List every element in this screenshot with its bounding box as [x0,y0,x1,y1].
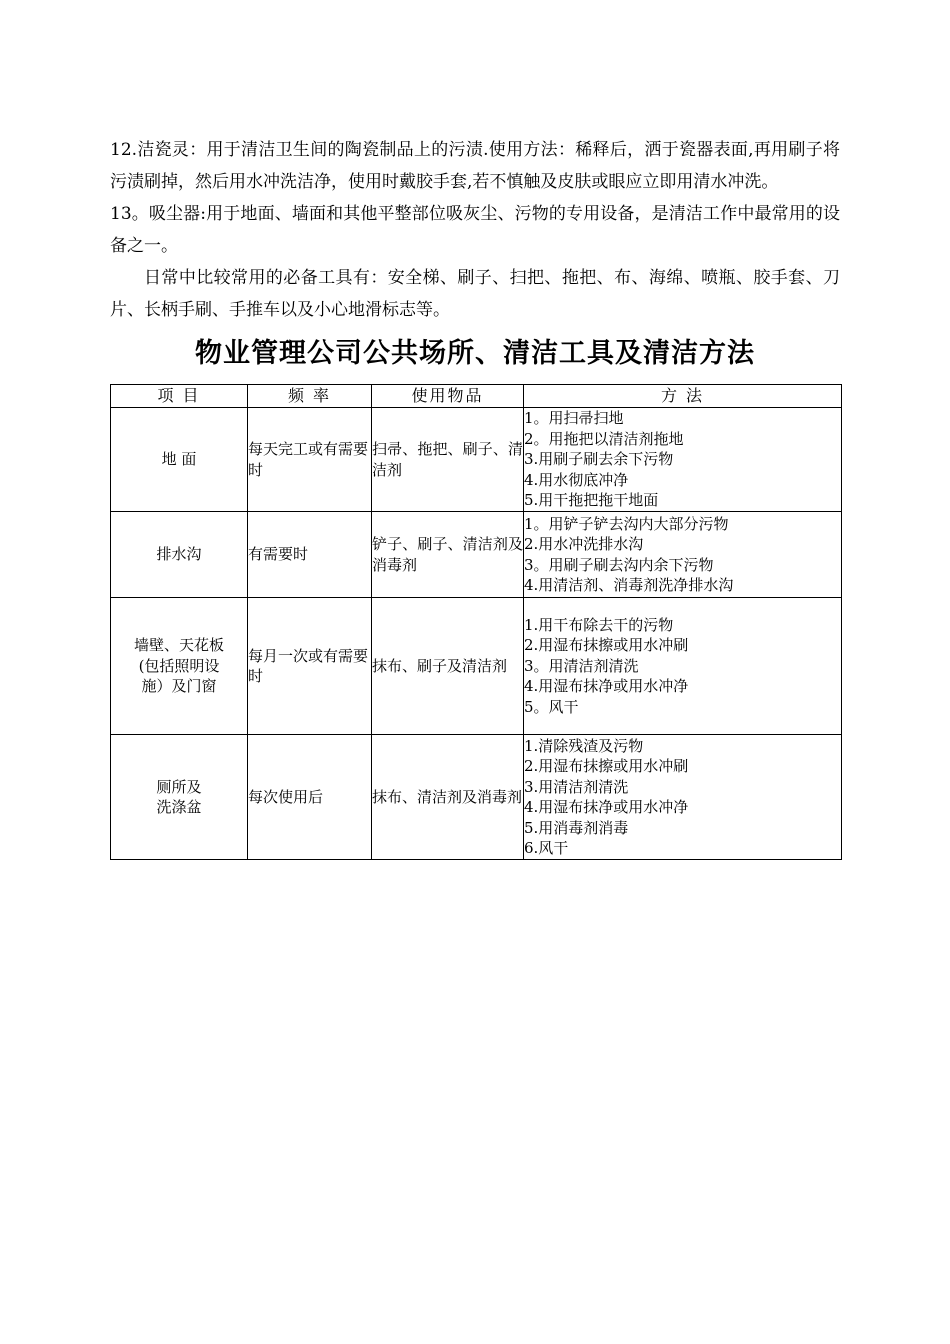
method-step: 2.用湿布抹擦或用水冲刷 [524,757,689,775]
method-step: 6.风干 [524,839,569,857]
item-label: 厕所及 [156,777,202,796]
method-step: 5。风干 [524,697,579,716]
item-cell [111,408,248,512]
table-row [111,598,842,735]
frequency-cell: 每月一次或有需要时 [248,598,372,735]
supplies-cell: 抹布、清洁剂及消毒剂 [372,735,524,860]
paragraph-ceramic-cleaner: 12.洁瓷灵：用于清洁卫生间的陶瓷制品上的污渍.使用方法：稀释后，洒于瓷器表面,再用刷子将污渍刷掉，然后用水冲洗洁净，使用时戴胶手套,若不慎触及皮肤或眼应立即用清水冲洗。 [110,140,840,192]
method-step: 3.用刷子刷去余下污物 [524,450,674,469]
column-header-method: 方 法 [524,385,842,408]
method-step: 1。用铲子铲去沟内大部分污物 [524,514,729,533]
method-step: 1。用扫帚扫地 [524,409,624,428]
supplies-cell: 扫帚、拖把、刷子、清洁剂 [372,408,524,512]
table-header-row [111,385,842,408]
supplies-cell: 抹布、刷子及清洁剂 [372,598,524,735]
table-row [111,408,842,512]
item-label: 地 面 [161,450,197,469]
method-step: 5.用消毒剂消毒 [524,818,629,837]
paragraph-common-tools: 日常中比较常用的必备工具有：安全梯、刷子、扫把、拖把、布、海绵、喷瓶、胶手套、刀片、长柄手刷、手推车以及小心地滑标志等。 [110,268,840,320]
method-cell [524,512,842,598]
cleaning-methods-table [110,384,842,860]
table-row [111,512,842,598]
method-step: 1.清除残渣及污物 [524,736,644,755]
method-step: 2。用拖把以清洁剂拖地 [524,429,684,448]
method-step: 3。用刷子刷去沟内余下污物 [524,555,714,574]
method-step: 2.用湿布抹擦或用水冲刷 [524,636,689,655]
method-step: 5.用干拖把拖干地面 [524,491,659,510]
document-page [110,134,840,860]
method-step: 3。用清洁剂清洗 [524,656,639,675]
item-label: 洗涤盆 [156,798,202,816]
method-cell [524,598,842,735]
item-label: (包括照明设 [138,656,220,675]
column-header-item: 项 目 [111,385,248,408]
method-step: 4.用清洁剂、消毒剂洗净排水沟 [524,576,734,594]
frequency-cell: 每天完工或有需要时 [248,408,372,512]
method-cell [524,735,842,860]
method-step: 1.用干布除去干的污物 [524,615,674,634]
item-cell [111,598,248,735]
supplies-cell: 铲子、刷子、清洁剂及消毒剂 [372,512,524,598]
method-step: 2.用水冲洗排水沟 [524,535,644,553]
method-step: 4.用湿布抹净或用水冲净 [524,798,689,816]
paragraph-vacuum-cleaner: 13。吸尘器:用于地面、墙面和其他平整部位吸灰尘、污物的专用设备，是清洁工作中最常用的设备之一。 [110,204,840,256]
frequency-cell: 有需要时 [248,512,372,598]
method-step: 3.用清洁剂清洗 [524,777,629,796]
method-step: 4.用湿布抹净或用水冲净 [524,677,689,696]
item-label: 施）及门窗 [141,677,217,696]
frequency-cell: 每次使用后 [248,735,372,860]
method-step: 4.用水彻底冲净 [524,470,629,489]
item-label: 墙壁、天花板 [133,636,224,655]
item-label: 排水沟 [156,545,202,564]
column-header-supplies: 使用物品 [372,385,524,408]
method-cell [524,408,842,512]
table-row [111,735,842,860]
item-cell [111,512,248,598]
document-title: 物业管理公司公共场所、清洁工具及清洁方法 [195,338,755,369]
item-cell [111,735,248,860]
column-header-frequency: 频 率 [248,385,372,408]
